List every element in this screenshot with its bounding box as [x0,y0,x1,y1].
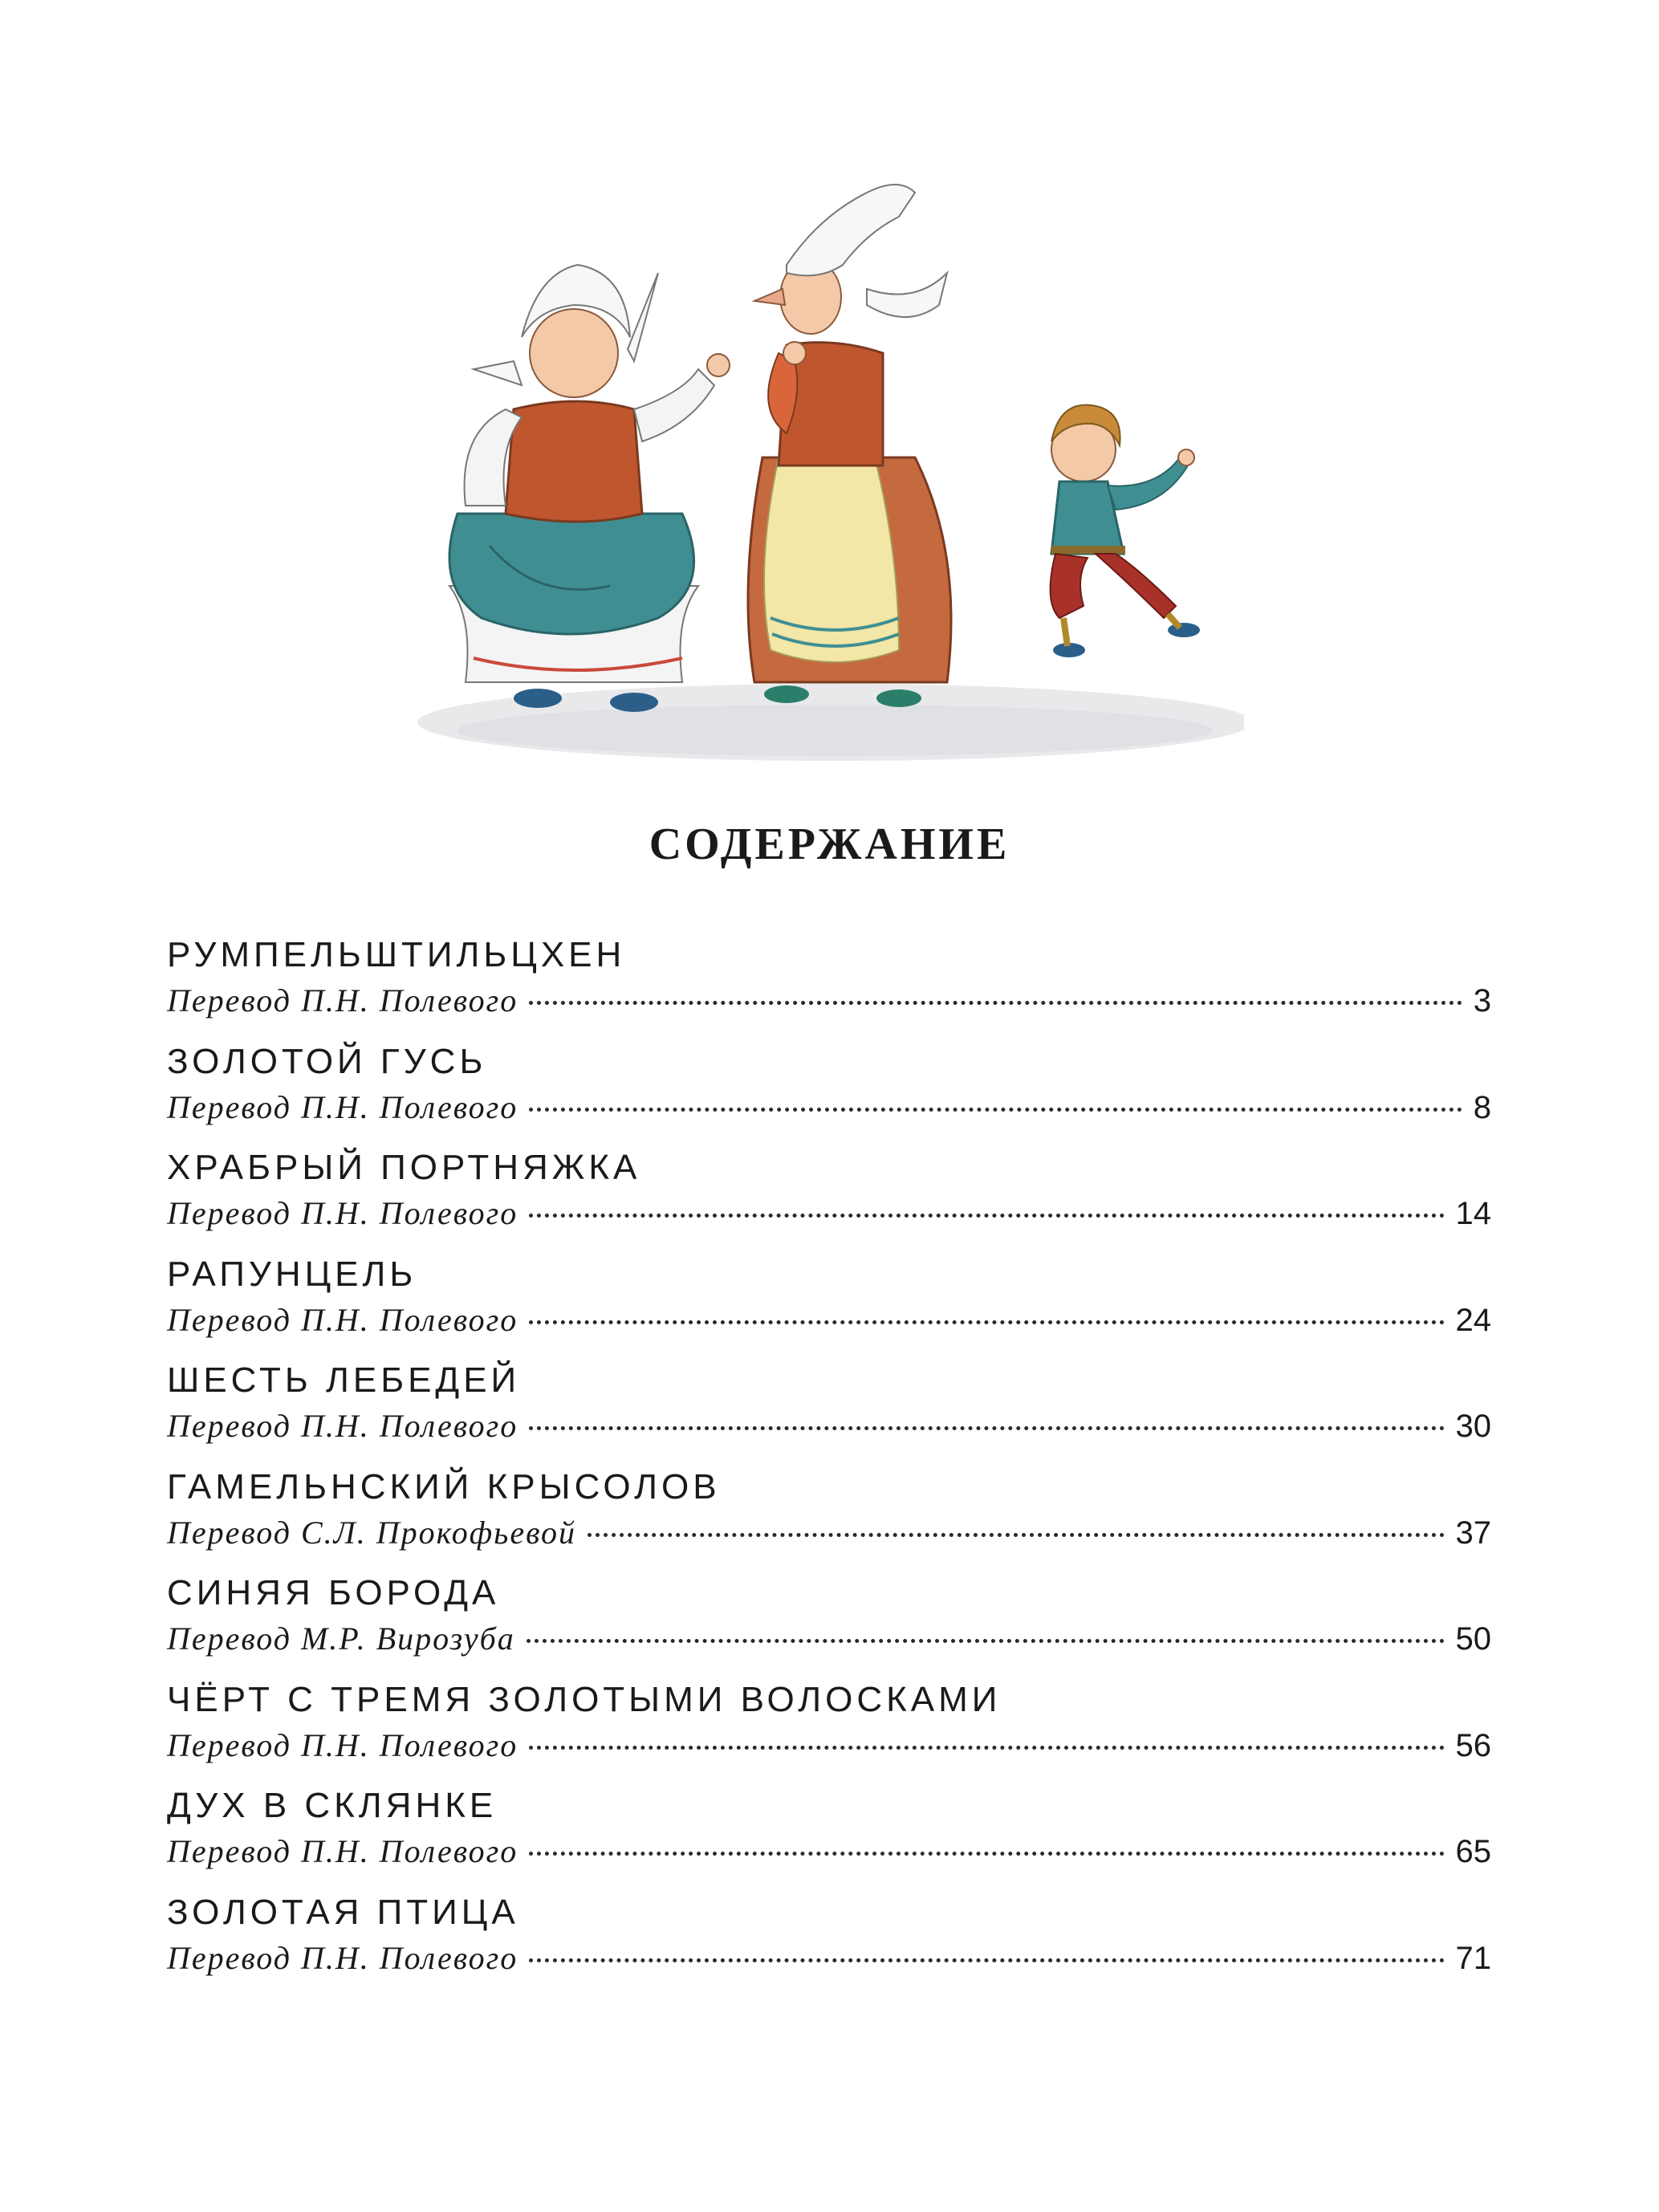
entry-page-number: 14 [1455,1196,1491,1231]
toc-entry[interactable] [167,1782,1491,1889]
entry-translator: Перевод П.Н. Полевого [167,1939,518,1976]
entry-page-number: 50 [1455,1621,1491,1657]
tall-woman-figure [748,185,951,707]
dot-leader [529,1320,1444,1324]
entry-title: ДУХ В СКЛЯНКЕ [167,1786,498,1825]
dot-leader [529,1746,1444,1750]
dot-leader [529,1214,1444,1218]
toc-entry[interactable] [167,1356,1491,1463]
dot-leader [588,1533,1445,1537]
dot-leader [529,1001,1462,1005]
stout-woman-figure [449,265,730,712]
entry-translator: Перевод П.Н. Полевого [167,1195,518,1231]
entry-translator: Перевод С.Л. Прокофьевой [167,1514,576,1551]
toc-entry[interactable] [167,1463,1491,1570]
toc-entry[interactable] [167,931,1491,1038]
toc-entry[interactable] [167,1569,1491,1676]
entry-page-number: 24 [1455,1302,1491,1338]
toc-heading: СОДЕРЖАНИЕ [649,819,1010,869]
entry-title: ШЕСТЬ ЛЕБЕДЕЙ [167,1360,521,1400]
entry-translator: Перевод П.Н. Полевого [167,982,518,1019]
entry-page-number: 30 [1455,1409,1491,1444]
entry-title: ЧЁРТ С ТРЕМЯ ЗОЛОТЫМИ ВОЛОСКАМИ [167,1679,1002,1719]
dot-leader [529,1958,1444,1962]
toc-entry[interactable] [167,1144,1491,1250]
entry-page-number: 8 [1473,1089,1491,1125]
dot-leader [529,1426,1444,1430]
entry-translator: Перевод П.Н. Полевого [167,1301,518,1338]
entry-page-number: 56 [1455,1727,1491,1763]
entry-page-number: 65 [1455,1834,1491,1869]
entry-translator: Перевод П.Н. Полевого [167,1726,518,1763]
entry-translator: Перевод М.Р. Вирозуба [167,1620,515,1657]
entry-translator: Перевод П.Н. Полевого [167,1833,518,1869]
entry-page-number: 3 [1473,983,1491,1019]
table-of-contents [167,931,1491,1994]
toc-entry[interactable] [167,1250,1491,1357]
three-folk-characters-illustration [417,169,1244,762]
dot-leader [527,1639,1445,1643]
entry-title: ГАМЕЛЬНСКИЙ КРЫСОЛОВ [167,1466,721,1507]
entry-title: РУМПЕЛЬШТИЛЬЦХЕН [167,935,626,974]
toc-entry[interactable] [167,1038,1491,1145]
entry-title: ХРАБРЫЙ ПОРТНЯЖКА [167,1148,641,1187]
toc-entry[interactable] [167,1889,1491,1995]
entry-page-number: 37 [1455,1515,1491,1551]
dot-leader [529,1108,1462,1112]
toc-entry[interactable] [167,1676,1491,1783]
boy-figure [1051,405,1200,657]
entry-translator: Перевод П.Н. Полевого [167,1088,518,1125]
entry-title: СИНЯЯ БОРОДА [167,1573,500,1612]
entry-title: ЗОЛОТАЯ ПТИЦА [167,1892,519,1932]
entry-translator: Перевод П.Н. Полевого [167,1408,518,1444]
entry-title: ЗОЛОТОЙ ГУСЬ [167,1041,487,1081]
entry-page-number: 71 [1455,1940,1491,1976]
dot-leader [529,1852,1444,1856]
entry-title: РАПУНЦЕЛЬ [167,1254,417,1294]
